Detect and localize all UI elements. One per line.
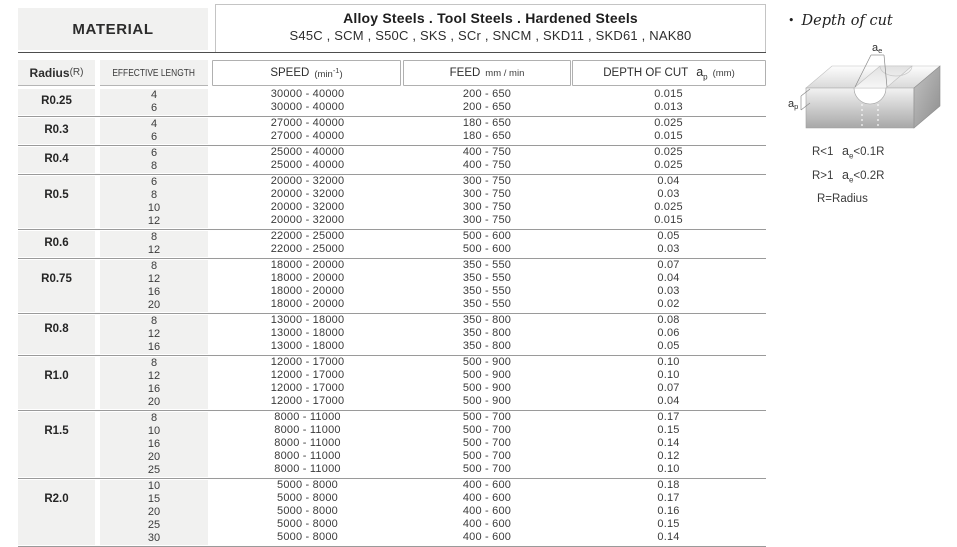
- effective-length-value: 10: [147, 480, 161, 492]
- feed-value: 500 - 600: [462, 230, 512, 242]
- depth-unit: (mm): [712, 67, 735, 79]
- depth-of-cut-value: 0.18: [657, 479, 680, 491]
- depth-of-cut-value: 0.03: [657, 285, 680, 297]
- effective-length-value: 20: [147, 506, 161, 518]
- effective-length-column: [100, 89, 208, 115]
- feed-value: 200 - 650: [462, 101, 512, 113]
- column-header-speed: [212, 60, 401, 86]
- feed-value: 400 - 750: [462, 159, 512, 171]
- effective-length-value: 20: [147, 396, 161, 408]
- feed-value: 300 - 750: [462, 201, 512, 213]
- feed-value: 350 - 800: [462, 327, 512, 339]
- effective-length-value: 16: [147, 383, 161, 395]
- speed-value: 30000 - 40000: [270, 88, 345, 100]
- group-data-rows: [212, 230, 766, 258]
- effective-length-label: EFFECTIVE LENGTH: [112, 66, 196, 79]
- feed-value: 500 - 900: [462, 382, 512, 394]
- rule-r-greater-1: R>1 $a_e<0.2R$: [812, 168, 885, 185]
- depth-of-cut-value: 0.015: [654, 214, 683, 226]
- table-row: [212, 450, 766, 463]
- speed-value: 12000 - 17000: [270, 356, 345, 368]
- depth-of-cut-value: 0.04: [657, 395, 680, 407]
- table-row: [212, 411, 766, 424]
- feed-value: 180 - 650: [462, 130, 512, 142]
- radius-group: [18, 88, 766, 116]
- rule-r-less-1: R<1 $a_e<0.1R$: [812, 144, 885, 161]
- speed-value: 27000 - 40000: [270, 117, 345, 129]
- table-row: [212, 437, 766, 450]
- table-row: [212, 159, 766, 172]
- table-row: [212, 463, 766, 476]
- material-header: [18, 8, 208, 50]
- depth-of-cut-diagram: [788, 40, 950, 140]
- depth-rules: [812, 144, 884, 205]
- speed-value: 18000 - 20000: [270, 285, 345, 297]
- table-row: [212, 492, 766, 505]
- radius-value: R2.0: [18, 480, 95, 545]
- feed-value: 350 - 550: [462, 298, 512, 310]
- effective-length-value: 8: [150, 357, 158, 369]
- effective-length-value: 20: [147, 451, 161, 463]
- effective-length-value: 25: [147, 464, 161, 476]
- depth-of-cut-value: 0.12: [657, 450, 680, 462]
- depth-of-cut-value: 0.16: [657, 505, 680, 517]
- effective-length-value: 12: [147, 244, 161, 256]
- table-row: [212, 214, 766, 227]
- speed-value: 20000 - 32000: [270, 214, 345, 226]
- radius-definition: R=Radius: [817, 192, 868, 205]
- effective-length-value: 16: [147, 438, 161, 450]
- table-row: [212, 117, 766, 130]
- depth-of-cut-value: 0.06: [657, 327, 680, 339]
- effective-length-value: 15: [147, 493, 161, 505]
- radius-group: [18, 478, 766, 546]
- effective-length-column: [100, 260, 208, 312]
- speed-value: 13000 - 18000: [270, 314, 345, 326]
- alloy-steels-title: Alloy Steels . Tool Steels . Hardened Steels: [343, 10, 638, 26]
- feed-value: 500 - 700: [462, 411, 512, 423]
- table-row: [212, 314, 766, 327]
- depth-of-cut-label: DEPTH OF CUT: [603, 67, 689, 79]
- speed-value: 8000 - 11000: [274, 437, 341, 449]
- speed-value: 22000 - 25000: [270, 243, 345, 255]
- table-row: [212, 382, 766, 395]
- feed-value: 500 - 700: [462, 450, 512, 462]
- feed-value: 300 - 750: [462, 175, 512, 187]
- feed-value: 300 - 750: [462, 188, 512, 200]
- alloy-steels-header: [215, 4, 766, 52]
- table-row: [212, 175, 766, 188]
- depth-of-cut-value: 0.05: [657, 340, 680, 352]
- effective-length-value: 4: [150, 89, 158, 101]
- radius-group: [18, 313, 766, 355]
- speed-value: 20000 - 32000: [270, 201, 345, 213]
- speed-value: 12000 - 17000: [270, 369, 345, 381]
- feed-value: 350 - 800: [462, 340, 512, 352]
- depth-of-cut-value: 0.025: [654, 117, 683, 129]
- column-header-radius: [18, 60, 95, 86]
- depth-of-cut-value: 0.17: [657, 411, 680, 423]
- depth-of-cut-value: 0.04: [657, 272, 680, 284]
- radius-value: R0.8: [18, 315, 95, 354]
- effective-length-value: 6: [150, 176, 158, 188]
- depth-of-cut-value: 0.15: [657, 518, 680, 530]
- speed-value: 5000 - 8000: [277, 531, 338, 543]
- header-divider: [18, 52, 766, 53]
- effective-length-value: 20: [147, 299, 161, 311]
- depth-of-cut-value: 0.03: [657, 188, 680, 200]
- table-row: [212, 88, 766, 101]
- depth-of-cut-value: 0.08: [657, 314, 680, 326]
- table-row: [212, 505, 766, 518]
- radius-value: R0.3: [18, 118, 95, 144]
- ap-label: ap: [788, 98, 799, 111]
- feed-value: 400 - 600: [462, 505, 512, 517]
- feed-value: 500 - 700: [462, 424, 512, 436]
- radius-group: [18, 258, 766, 313]
- speed-value: 5000 - 8000: [277, 492, 338, 504]
- feed-value: 400 - 600: [462, 479, 512, 491]
- table-row: [212, 130, 766, 143]
- table-row: [212, 201, 766, 214]
- depth-of-cut-value: 0.07: [657, 382, 680, 394]
- speed-value: 20000 - 32000: [270, 188, 345, 200]
- depth-of-cut-value: 0.04: [657, 175, 680, 187]
- radius-value: R0.5: [18, 176, 95, 228]
- effective-length-value: 12: [147, 273, 161, 285]
- effective-length-value: 6: [150, 131, 158, 143]
- effective-length-value: 16: [147, 341, 161, 353]
- feed-value: 350 - 550: [462, 272, 512, 284]
- effective-length-column: [100, 231, 208, 257]
- feed-value: 400 - 600: [462, 492, 512, 504]
- feed-value: 180 - 650: [462, 117, 512, 129]
- depth-of-cut-value: 0.025: [654, 159, 683, 171]
- depth-of-cut-value: 0.03: [657, 243, 680, 255]
- effective-length-value: 8: [150, 189, 158, 201]
- effective-length-value: 8: [150, 260, 158, 272]
- column-header-feed: [403, 60, 571, 86]
- effective-length-value: 16: [147, 286, 161, 298]
- speed-value: 5000 - 8000: [277, 518, 338, 530]
- depth-of-cut-note-title: • Depth of cut: [788, 13, 893, 29]
- feed-value: 500 - 900: [462, 356, 512, 368]
- speed-unit: $(\min^{-1})$: [314, 65, 343, 81]
- effective-length-value: 25: [147, 519, 161, 531]
- group-data-rows: [212, 314, 766, 355]
- speed-value: 30000 - 40000: [270, 101, 345, 113]
- table-row: [212, 243, 766, 256]
- table-row: [212, 356, 766, 369]
- speed-value: 25000 - 40000: [270, 146, 345, 158]
- depth-of-cut-value: 0.10: [657, 356, 680, 368]
- speed-value: 8000 - 11000: [274, 411, 341, 423]
- group-data-rows: [212, 259, 766, 313]
- feed-value: 500 - 700: [462, 437, 512, 449]
- table-row: [212, 340, 766, 353]
- feed-unit: mm / min: [485, 67, 525, 79]
- table-row: [212, 327, 766, 340]
- speed-value: 8000 - 11000: [274, 450, 341, 462]
- speed-value: 8000 - 11000: [274, 424, 341, 436]
- group-data-rows: [212, 411, 766, 478]
- table-row: [212, 188, 766, 201]
- group-data-rows: [212, 175, 766, 229]
- effective-length-value: 10: [147, 425, 161, 437]
- group-data-rows: [212, 356, 766, 410]
- feed-value: 500 - 700: [462, 463, 512, 475]
- group-data-rows: [212, 479, 766, 546]
- effective-length-value: 8: [150, 315, 158, 327]
- radius-group: [18, 116, 766, 145]
- ap-symbol: $a_p$: [696, 64, 708, 82]
- depth-of-cut-value: 0.015: [654, 130, 683, 142]
- depth-of-cut-value: 0.015: [654, 88, 683, 100]
- speed-value: 22000 - 25000: [270, 230, 345, 242]
- speed-value: 5000 - 8000: [277, 505, 338, 517]
- radius-group: [18, 229, 766, 258]
- effective-length-column: [100, 118, 208, 144]
- radius-group: [18, 410, 766, 478]
- depth-of-cut-value: 0.10: [657, 369, 680, 381]
- radius-group: [18, 174, 766, 229]
- speed-label: SPEED: [270, 67, 310, 79]
- speed-value: 18000 - 20000: [270, 298, 345, 310]
- feed-value: 200 - 650: [462, 88, 512, 100]
- speed-value: 18000 - 20000: [270, 272, 345, 284]
- depth-of-cut-value: 0.02: [657, 298, 680, 310]
- feed-value: 500 - 900: [462, 369, 512, 381]
- table-row: [212, 259, 766, 272]
- effective-length-value: 6: [150, 147, 158, 159]
- radius-value: R0.4: [18, 147, 95, 173]
- effective-length-value: 4: [150, 118, 158, 130]
- effective-length-column: [100, 315, 208, 354]
- feed-value: 400 - 750: [462, 146, 512, 158]
- feed-value: 300 - 750: [462, 214, 512, 226]
- feed-label: FEED: [449, 67, 481, 79]
- effective-length-value: 8: [150, 412, 158, 424]
- feed-value: 350 - 800: [462, 314, 512, 326]
- ae-label: ae: [872, 42, 883, 55]
- effective-length-value: 10: [147, 202, 161, 214]
- speed-value: 20000 - 32000: [270, 175, 345, 187]
- radius-value: R1.0: [18, 357, 95, 409]
- effective-length-column: [100, 147, 208, 173]
- depth-of-cut-value: 0.05: [657, 230, 680, 242]
- radius-value: R0.6: [18, 231, 95, 257]
- effective-length-column: [100, 480, 208, 545]
- speed-value: 25000 - 40000: [270, 159, 345, 171]
- feed-value: 400 - 600: [462, 518, 512, 530]
- effective-length-value: 8: [150, 160, 158, 172]
- spec-table-body: [18, 88, 766, 547]
- depth-of-cut-value: 0.17: [657, 492, 680, 504]
- effective-length-value: 12: [147, 215, 161, 227]
- speed-value: 5000 - 8000: [277, 479, 338, 491]
- group-data-rows: [212, 117, 766, 145]
- feed-value: 500 - 600: [462, 243, 512, 255]
- speed-value: 18000 - 20000: [270, 259, 345, 271]
- depth-of-cut-value: 0.025: [654, 146, 683, 158]
- speed-value: 13000 - 18000: [270, 327, 345, 339]
- speed-value: 12000 - 17000: [270, 382, 345, 394]
- speed-value: 13000 - 18000: [270, 340, 345, 352]
- feed-value: 500 - 900: [462, 395, 512, 407]
- table-row: [212, 272, 766, 285]
- table-row: [212, 230, 766, 243]
- table-row: [212, 369, 766, 382]
- speed-value: 8000 - 11000: [274, 463, 341, 475]
- group-data-rows: [212, 146, 766, 174]
- effective-length-column: [100, 176, 208, 228]
- table-row: [212, 146, 766, 159]
- column-header-effective-length: [100, 60, 208, 86]
- depth-of-cut-value: 0.10: [657, 463, 680, 475]
- effective-length-value: 12: [147, 370, 161, 382]
- table-row: [212, 479, 766, 492]
- radius-group: [18, 145, 766, 174]
- effective-length-value: 30: [147, 532, 161, 544]
- radius-value: R0.25: [18, 89, 95, 115]
- effective-length-value: 6: [150, 102, 158, 114]
- radius-label: Radius: [29, 65, 70, 80]
- table-row: [212, 395, 766, 408]
- bullet-icon: •: [788, 14, 795, 27]
- depth-of-cut-value: 0.14: [657, 531, 680, 543]
- material-label: MATERIAL: [72, 20, 154, 38]
- table-row: [212, 101, 766, 114]
- feed-value: 350 - 550: [462, 259, 512, 271]
- group-data-rows: [212, 88, 766, 116]
- depth-of-cut-value: 0.15: [657, 424, 680, 436]
- table-row: [212, 518, 766, 531]
- radius-suffix: (R): [69, 67, 84, 78]
- depth-of-cut-value: 0.025: [654, 201, 683, 213]
- table-row: [212, 531, 766, 544]
- table-row: [212, 298, 766, 311]
- feed-value: 400 - 600: [462, 531, 512, 543]
- column-header-depth-of-cut: [572, 60, 766, 86]
- depth-of-cut-value: 0.07: [657, 259, 680, 271]
- effective-length-column: [100, 357, 208, 409]
- radius-value: R0.75: [18, 260, 95, 312]
- effective-length-value: 12: [147, 328, 161, 340]
- radius-group: [18, 355, 766, 410]
- alloy-steels-grades: S45C , SCM , S50C , SKS , SCr , SNCM , SKD11 , SKD61 , NAK80: [289, 28, 692, 43]
- depth-of-cut-value: 0.14: [657, 437, 680, 449]
- table-row: [212, 424, 766, 437]
- feed-value: 350 - 550: [462, 285, 512, 297]
- speed-value: 27000 - 40000: [270, 130, 345, 142]
- effective-length-value: 8: [150, 231, 158, 243]
- radius-value: R1.5: [18, 412, 95, 477]
- effective-length-column: [100, 412, 208, 477]
- depth-of-cut-value: 0.013: [654, 101, 683, 113]
- table-row: [212, 285, 766, 298]
- speed-value: 12000 - 17000: [270, 395, 345, 407]
